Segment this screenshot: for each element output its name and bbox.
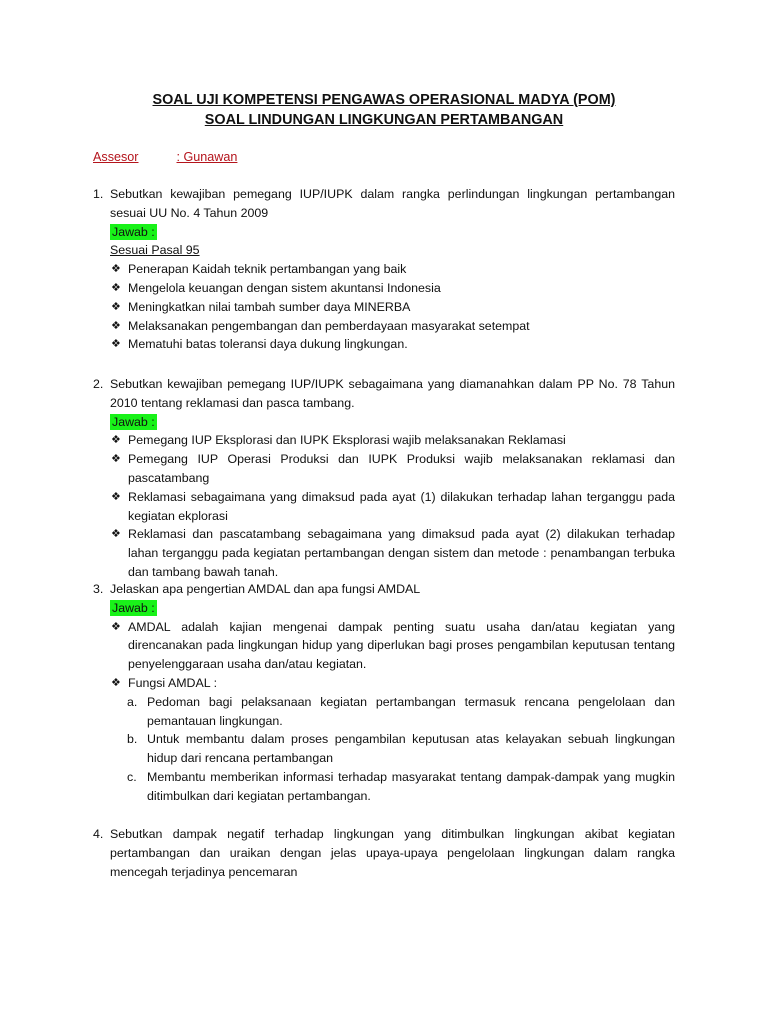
assesor-name: Gunawan xyxy=(183,150,238,164)
answer-label: Jawab : xyxy=(112,414,155,429)
bullet-text: Pemegang IUP Operasi Produksi dan IUPK Produksi wajib melaksanakan reklamasi dan pascatambang xyxy=(128,452,675,485)
sub-item xyxy=(110,730,675,768)
question-number: 1. xyxy=(93,187,104,201)
bullet-text: Fungsi AMDAL : xyxy=(128,675,218,690)
answer-label: Jawab : xyxy=(112,600,155,615)
sub-item-text: Membantu memberikan informasi terhadap masyarakat tentang dampak-dampak yang mugkin ditimbulkan dari kegiatan pertambangan. xyxy=(147,769,675,803)
diamond-bullet-icon: ❖ xyxy=(111,337,121,351)
question-4 xyxy=(93,825,675,881)
sub-item xyxy=(110,693,675,731)
sub-item-marker: a. xyxy=(127,694,138,709)
diamond-bullet-icon: ❖ xyxy=(111,452,121,466)
bullet-text: Mengelola keuangan dengan sistem akuntansi Indonesia xyxy=(128,280,441,295)
answer-reference: Sesuai Pasal 95 xyxy=(110,243,200,258)
sub-item-marker: b. xyxy=(127,732,138,747)
diamond-bullet-icon: ❖ xyxy=(111,318,121,332)
diamond-bullet-icon: ❖ xyxy=(111,299,121,313)
bullet-text: AMDAL adalah kajian mengenai dampak penting suatu usaha dan/atau kegiatan yang direncanakan pada lingkungan hidup yang diperlukan bagi proses pengambilan keputusan tentang penyelenggaraan usaha dan/atau kegiatan. xyxy=(128,619,675,672)
bullet-text: Reklamasi dan pascatambang sebagaimana yang dimaksud pada ayat (2) dilakukan terhadap lahan terganggu pada kegiatan pertambangan dengan sistem dan metode : penambangan terbuka dan tambang bawah tanah. xyxy=(128,527,675,579)
diamond-bullet-icon: ❖ xyxy=(111,262,121,276)
document-subtitle: SOAL LINDUNGAN LINGKUNGAN PERTAMBANGAN xyxy=(204,112,564,128)
answer-bullet xyxy=(110,317,675,336)
assesor-line xyxy=(93,148,237,167)
answer-bullet xyxy=(110,618,675,674)
question-1 xyxy=(93,185,675,354)
diamond-bullet-icon: ❖ xyxy=(111,433,121,447)
question-text: Sebutkan kewajiban pemegang IUP/IUPK sebagaimana yang diamanahkan dalam PP No. 78 Tahun 2010 tentang reklamasi dan pasca tambang. xyxy=(110,377,675,410)
diamond-bullet-icon: ❖ xyxy=(111,280,121,294)
assesor-separator: : xyxy=(176,150,180,164)
answer-label: Jawab : xyxy=(112,224,155,239)
document-title: SOAL UJI KOMPETENSI PENGAWAS OPERASIONAL MADYA (POM) xyxy=(152,92,616,108)
question-text: Jelaskan apa pengertian AMDAL dan apa fungsi AMDAL xyxy=(110,582,421,596)
sub-item xyxy=(110,768,675,806)
answer-bullet xyxy=(110,525,675,581)
question-2 xyxy=(93,375,675,582)
diamond-bullet-icon: ❖ xyxy=(111,619,121,633)
answer-bullet xyxy=(110,335,675,354)
answer-bullet xyxy=(110,260,675,279)
sub-item-marker: c. xyxy=(127,769,137,784)
answer-bullet xyxy=(110,450,675,488)
question-number: 3. xyxy=(93,582,104,596)
diamond-bullet-icon: ❖ xyxy=(111,527,121,541)
sub-item-text: Pedoman bagi pelaksanaan kegiatan pertambangan termasuk rencana pengelolaan dan pemantauan lingkungan. xyxy=(147,694,675,728)
diamond-bullet-icon: ❖ xyxy=(111,675,121,689)
answer-bullet xyxy=(110,488,675,526)
bullet-text: Melaksanakan pengembangan dan pemberdayaan masyarakat setempat xyxy=(128,318,530,333)
answer-bullet xyxy=(110,298,675,317)
bullet-text: Reklamasi sebagaimana yang dimaksud pada ayat (1) dilakukan terhadap lahan terganggu pada kegiatan ekplorasi xyxy=(128,489,675,523)
bullet-text: Mematuhi batas toleransi daya dukung lingkungan. xyxy=(128,337,408,352)
bullet-text: Penerapan Kaidah teknik pertambangan yang baik xyxy=(128,262,407,277)
question-number: 2. xyxy=(93,377,104,391)
question-text: Sebutkan dampak negatif terhadap lingkungan yang ditimbulkan lingkungan akibat kegiatan pertambangan dan uraikan dengan jelas upaya-upaya pengelolaan lingkungan dalam rangka mencegah terjadinya pencemaran xyxy=(110,827,675,879)
bullet-text: Pemegang IUP Eksplorasi dan IUPK Eksplorasi wajib melaksanakan Reklamasi xyxy=(128,433,566,448)
question-text: Sebutkan kewajiban pemegang IUP/IUPK dalam rangka perlindungan lingkungan pertambangan sesuai UU No. 4 Tahun 2009 xyxy=(110,187,675,220)
diamond-bullet-icon: ❖ xyxy=(111,489,121,503)
sub-item-text: Untuk membantu dalam proses pengambilan keputusan atas kelayakan sebuah lingkungan hidup dari rencana pertambangan xyxy=(147,732,675,766)
bullet-text: Meningkatkan nilai tambah sumber daya MINERBA xyxy=(128,299,411,314)
answer-bullet xyxy=(110,431,675,450)
assesor-label: Assesor xyxy=(93,150,139,164)
answer-bullet xyxy=(110,279,675,298)
question-number: 4. xyxy=(93,827,104,841)
answer-bullet xyxy=(110,674,675,693)
question-3 xyxy=(93,580,675,806)
